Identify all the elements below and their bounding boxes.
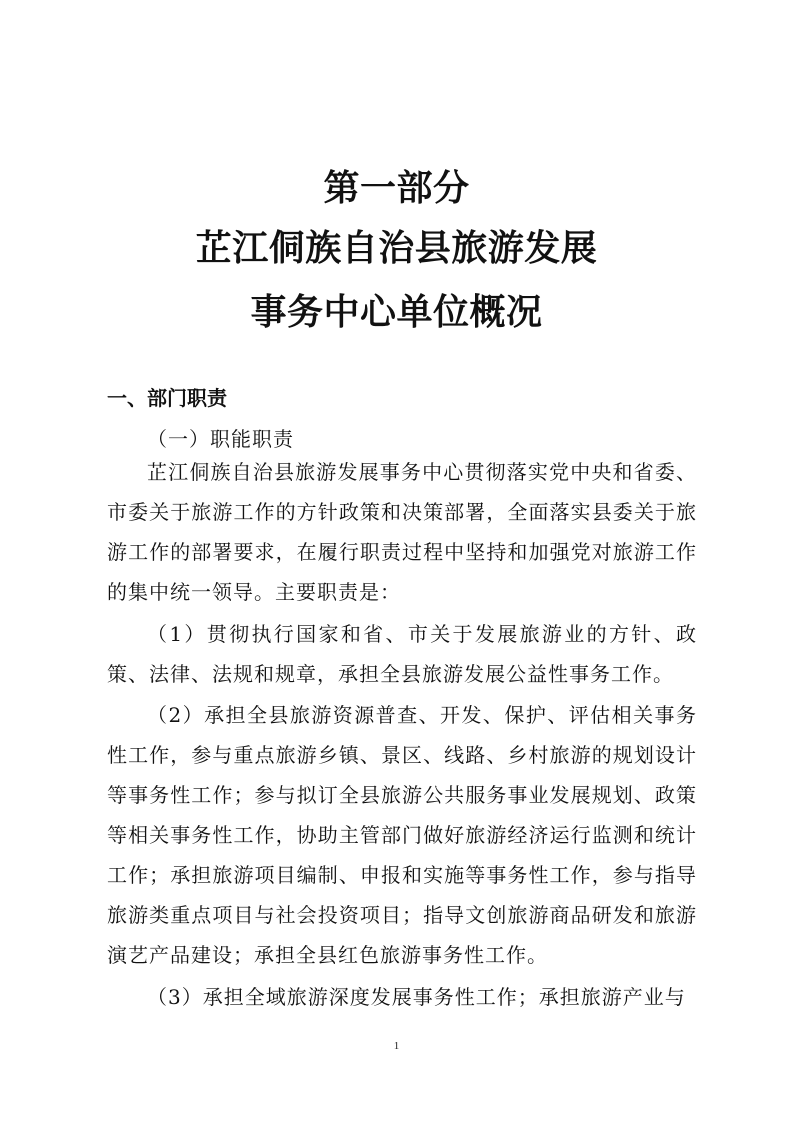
paragraph-duty-2: （2）承担全县旅游资源普查、开发、保护、评估相关事务性工作，参与重点旅游乡镇、景区、线路、乡村旅游的规划设计等事务性工作；参与拟订全县旅游公共服务事业发展规划、政策等相关事务性工作，协助主管部门做好旅游经济运行监测和统计工作；承担旅游项目编制、申报和实施等事务性工作，参与指导旅游类重点项目与社会投资项目；指导文创旅游商品研发和旅游演艺产品建设；承担全县红色旅游事务性工作。 [107,703,697,967]
page-number: 1 [393,1040,400,1052]
paragraph-duty-3: （3）承担全域旅游深度发展事务性工作；承担旅游产业与 [147,985,686,1009]
title-line-1: 第一部分 [323,167,470,209]
section-heading: 一、部门职责 [107,386,227,410]
title-line-2: 芷江侗族自治县旅游发展 [195,227,598,269]
paragraph-duty-1: （1）贯彻执行国家和省、市关于发展旅游业的方针、政策、法律、法规和规章，承担全县旅游发展公益性事务工作。 [107,622,697,686]
paragraph-intro: 芷江侗族自治县旅游发展事务中心贯彻落实党中央和省委、市委关于旅游工作的方针政策和决策部署，全面落实县委关于旅游工作的部署要求，在履行职责过程中坚持和加强党对旅游工作的集中统一领导。主要职责是： [107,460,697,604]
title-line-3: 事务中心单位概况 [250,291,543,333]
subheading: （一）职能职责 [147,427,294,451]
